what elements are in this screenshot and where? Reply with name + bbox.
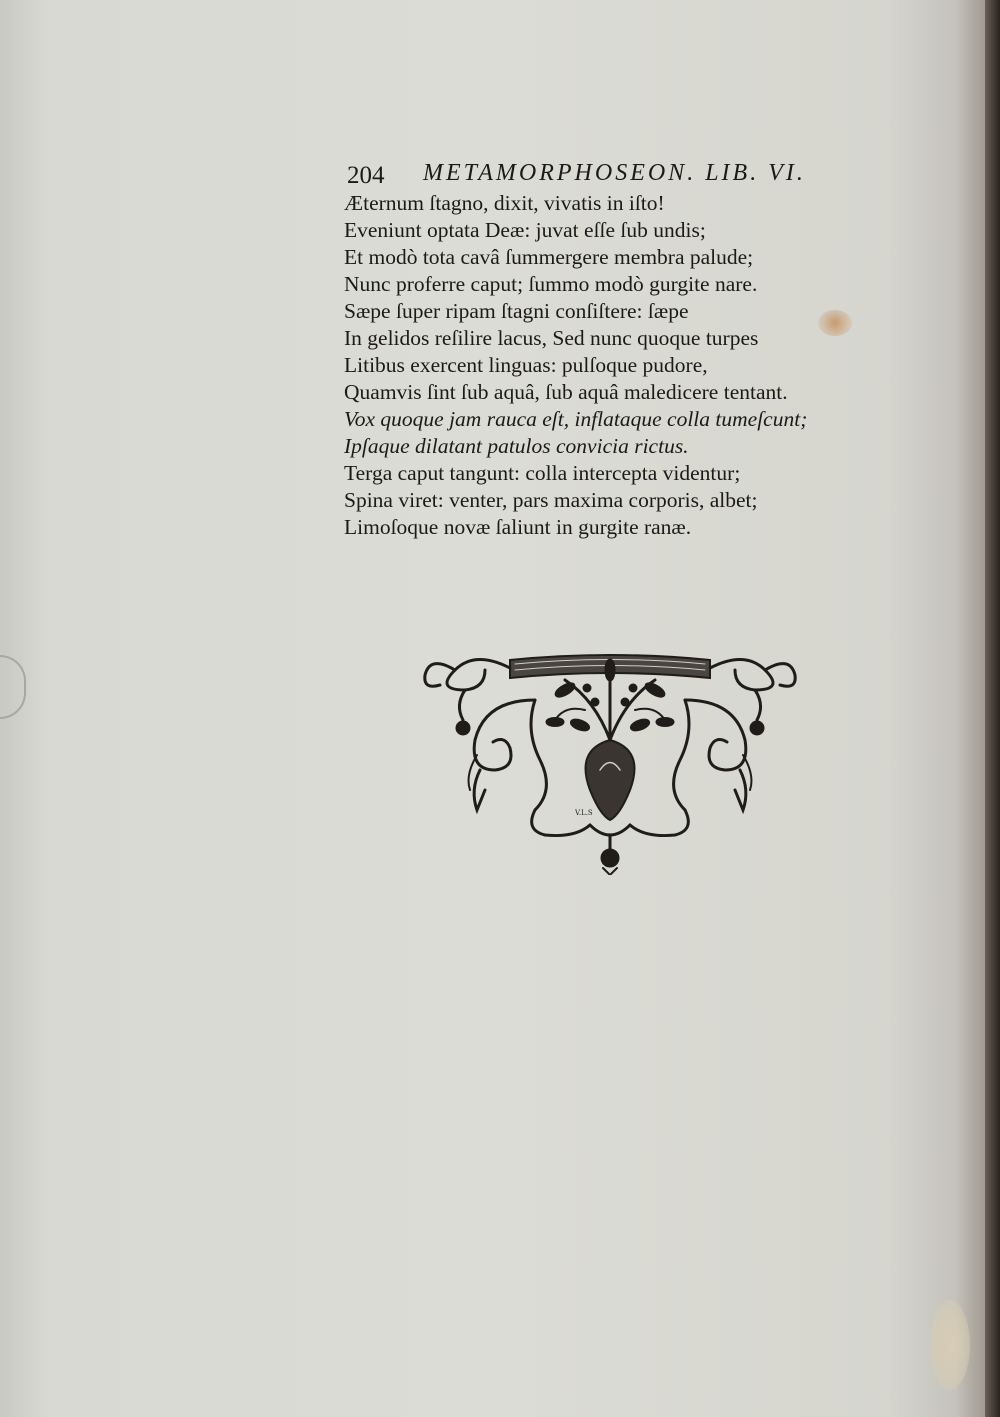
binding-edge [985, 0, 1000, 1417]
page-number: 204 [347, 162, 385, 189]
clasp-mark [0, 655, 26, 719]
engraver-mark: V.L.S [575, 809, 593, 817]
verse-line: Eveniunt optata Deæ: juvat eſſe ſub undis; [344, 218, 706, 242]
verse-line: Litibus exercent linguas: pulſoque pudore, [344, 353, 708, 377]
running-title: METAMORPHOSEON. LIB. VI. [423, 160, 806, 186]
verse-line: In gelidos reſilire lacus, Sed nunc quoque turpes [344, 326, 759, 350]
verse-line: Ipſaque dilatant patulos convicia rictus. [344, 434, 689, 458]
verse-line: Et modò tota cavâ ſummergere membra palude; [344, 245, 754, 269]
verse-line: Quamvis ſint ſub aquâ, ſub aquâ maledicere tentant. [344, 380, 788, 404]
verse-line: Spina viret: venter, pars maxima corporis, albet; [344, 488, 758, 512]
verse-line: Sæpe ſuper ripam ſtagni conſiſtere: ſæpe [344, 299, 689, 323]
verse-line: Vox quoque jam rauca eſt, inflataque colla tumeſcunt; [344, 407, 808, 431]
verse-line: Nunc proferre caput; ſummo modò gurgite nare. [344, 272, 758, 296]
paper-stain [930, 1300, 970, 1390]
show-through-text [330, 545, 910, 575]
paper-stain [818, 310, 852, 336]
verse-block [344, 190, 864, 541]
verse-line: Terga caput tangunt: colla intercepta videntur; [344, 461, 741, 485]
tailpiece-ornament-icon [415, 630, 805, 875]
verse-line: Æternum ſtagno, dixit, vivatis in iſto! [344, 191, 665, 215]
page-header [345, 160, 845, 194]
verse-line: Limoſoque novæ ſaliunt in gurgite ranæ. [344, 515, 692, 539]
